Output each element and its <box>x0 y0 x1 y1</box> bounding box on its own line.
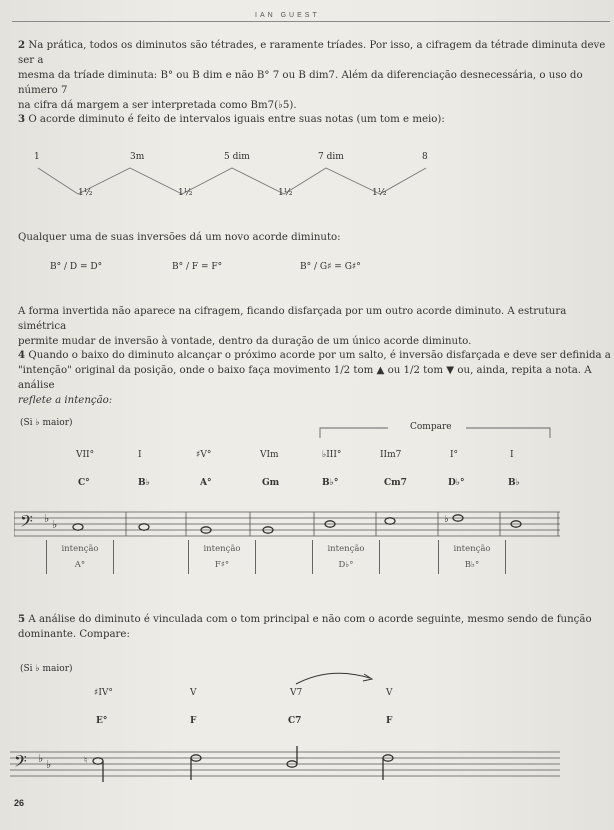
section-2-number: 2 <box>18 39 26 51</box>
page-number: 26 <box>14 798 25 808</box>
interval-label-5dim: 5 dim <box>224 152 250 162</box>
degree-7: I° <box>450 450 459 460</box>
intention-box-2: intenção F♯° <box>188 540 256 574</box>
chord-7: D♭° <box>448 478 465 488</box>
svg-text:♭: ♭ <box>46 758 52 771</box>
section-4-number: 4 <box>18 349 26 361</box>
section-2-line-1: Na prática, todos os diminutos são tétrades, e raramente tríades. Por isso, a cifragem da tétrade diminuta deve ser a <box>18 40 606 66</box>
s5-degree-2: V <box>190 688 197 698</box>
svg-text:♭: ♭ <box>38 752 44 765</box>
interval-step-3: 1½ <box>278 188 293 198</box>
section-4-line-2: "intenção" original da posição, onde o baixo faça movimento 1/2 tom ▲ ou 1/2 tom ▼ ou, ainda, repita a nota. A análise <box>18 365 592 391</box>
chord-8: B♭ <box>508 478 520 488</box>
degree-2: I <box>138 450 142 460</box>
degree-3: ♯V° <box>196 450 212 460</box>
degree-6: IIm7 <box>380 450 402 460</box>
s5-chord-4: F <box>386 716 393 726</box>
section-5-line-2: dominante. Compare: <box>18 629 130 640</box>
interval-label-7dim: 7 dim <box>318 152 344 162</box>
chord-3: A° <box>200 478 212 488</box>
chord-4: Gm <box>262 478 280 488</box>
interval-step-1: 1½ <box>78 188 93 198</box>
chord-1: C° <box>78 478 90 488</box>
interval-label-8: 8 <box>422 152 428 162</box>
compare-label: Compare <box>410 422 452 432</box>
interval-label-3m: 3m <box>130 152 145 162</box>
section-2-line-2: mesma da tríade diminuta: B° ou B dim e não B° 7 ou B dim7. Além da diferenciação desnecessária, o uso do número 7 <box>18 70 583 96</box>
inversions-intro: Qualquer uma de suas inversões dá um novo acorde diminuto: <box>18 232 341 243</box>
section-5-line-1: A análise do diminuto é vinculada com o tom principal e não com o acorde seguinte, mesmo sendo de função <box>28 614 592 625</box>
section-5-number: 5 <box>18 613 26 625</box>
section-2-line-3: na cifra dá margem a ser interpretada como Bm7(♭5). <box>18 100 297 111</box>
s5-degree-1: ♯IV° <box>94 688 113 698</box>
degree-1: VII° <box>76 450 95 460</box>
section-3-after-line-1: A forma invertida não aparece na cifragem, ficando disfarçada por um outro acorde diminuto. A estrutura simétrica <box>18 306 567 332</box>
s5-chord-1: E° <box>96 716 108 726</box>
arc-arrow <box>290 664 380 688</box>
inversion-1: B° / D = D° <box>50 262 103 272</box>
section-3-after-line-2: permite mudar de inversão à vontade, dentro da duração de um único acorde diminuto. <box>18 336 472 347</box>
degree-5: ♭III° <box>322 450 342 460</box>
svg-text:♮: ♮ <box>84 756 88 766</box>
interval-label-1: 1 <box>34 152 40 162</box>
interval-diagram <box>0 150 614 210</box>
chord-5: B♭° <box>322 478 339 488</box>
bass-staff-2 <box>0 746 562 786</box>
intention-box-1: intenção A° <box>46 540 114 574</box>
section-4-line-1: Quando o baixo do diminuto alcançar o próximo acorde por um salto, é inversão disfarçada e deve ser definida a <box>28 350 611 361</box>
inversion-2: B° / F = F° <box>172 262 223 272</box>
s5-chord-2: F <box>190 716 197 726</box>
svg-text:♭: ♭ <box>444 514 449 525</box>
section-3-after <box>18 304 614 349</box>
header-rule <box>12 21 610 22</box>
s5-chord-3: C7 <box>288 716 302 726</box>
running-header: IAN GUEST <box>255 12 320 19</box>
chord-6: Cm7 <box>384 478 407 488</box>
section-3-number: 3 <box>18 113 26 125</box>
section-2 <box>18 38 614 113</box>
s5-degree-4: V <box>386 688 393 698</box>
section-5-key: (Si ♭ maior) <box>20 664 73 674</box>
section-3-intro <box>18 112 445 127</box>
section-3-text: O acorde diminuto é feito de intervalos iguais entre suas notas (um tom e meio): <box>28 114 445 125</box>
section-4-line-3: reflete a intenção: <box>18 395 113 406</box>
section-5 <box>18 612 592 642</box>
interval-step-4: 1½ <box>372 188 387 198</box>
inversion-3: B° / G♯ = G♯° <box>300 262 361 272</box>
svg-text:𝄢: 𝄢 <box>14 751 27 775</box>
degree-8: I <box>510 450 514 460</box>
intention-box-3: intenção D♭° <box>312 540 380 574</box>
chord-2: B♭ <box>138 478 150 488</box>
interval-step-2: 1½ <box>178 188 193 198</box>
degree-4: VIm <box>260 450 279 460</box>
svg-text:𝄢: 𝄢 <box>20 511 33 535</box>
section-4-key: (Si ♭ maior) <box>20 418 73 428</box>
section-4 <box>18 348 614 408</box>
intention-box-4: intenção B♭° <box>438 540 506 574</box>
s5-degree-3: V7 <box>290 688 303 698</box>
svg-text:♭: ♭ <box>44 512 50 525</box>
svg-text:♭: ♭ <box>52 518 58 531</box>
